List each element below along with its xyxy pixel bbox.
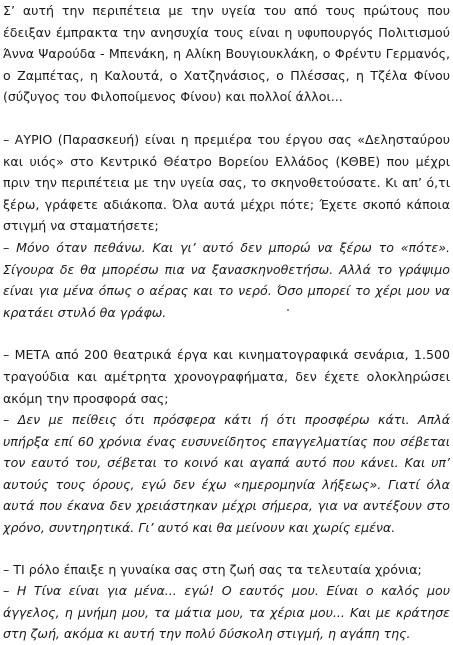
qa-block-3 xyxy=(3,559,450,645)
article-page xyxy=(3,0,450,645)
answer-2: – Δεν με πείθεις ότι πρόσφερα κάτι ή ότι προσφέρω κάτι. Απλά υπήρξα επί 60 χρόνια ένας ευσυνείδητος επαγγελματίας που σέβεται τον εαυτό του, σέβεται το κοινό και αγαπά αυτό που κάνει. Και υπ’ αυτούς τους όρους, εγώ δεν έχω «ημερομηνία λήξεως». Γιατί όλα αυτά που έκανα δεν χρειάστηκαν μέχρι σήμερα, για να αντέξουν στο χρόνο, συντηρητικά. Γι’ αυτό και θα μείνουν και χωρίς εμένα. xyxy=(3,412,450,536)
question-1: – ΑΥΡΙΟ (Παρασκευή) είναι η πρεμιέρα του έργου σας «Δελησταύρου και υιός» στο Κεντρικό Θέατρο Βορείου Ελλάδος (ΚΘΒΕ) που μέχρι πριν την περιπέτεια με την υγεία σας, το σκηνοθετούσατε. Κι απ’ ό,τι ξέρω, γράφετε αδιάκοπα. Όλα αυτά μέχρι πότε; Έχετε σκοπό κάποια στιγμή να σταματήσετε; xyxy=(3,131,450,234)
question-3: – ΤΙ ρόλο έπαιξε η γυναίκα σας στη ζωή σας τα τελευταία χρόνια; xyxy=(3,561,422,577)
qa-block-1 xyxy=(3,129,450,323)
answer-3: – Η Τίνα είναι για μένα... εγώ! Ο εαυτός μου. Είναι ο καλός μου άγγελος, η μνήμη μου, τα μάτια μου, τα χέρια μου... Και με κράτησε στη ζωή, ακόμα κι αυτή την πολύ δύσκολη στιγμή, η αγάπη της. xyxy=(3,583,450,642)
question-2: – ΜΕΤΑ από 200 θεατρικά έργα και κινηματογραφικά σενάρια, 1.500 τραγούδια και αμέτρητα χρονογραφήματα, δεν έχετε ολοκληρώσει ακόμη την προσφορά σας; xyxy=(3,347,450,406)
paragraph-spacer xyxy=(3,323,450,344)
answer-1: – Μόνο όταν πεθάνω. Και γι’ αυτό δεν μπορώ να ξέρω το «πότε». Σίγουρα δε θα μπορέσω πια να ξανασκηνοθετήσω. Αλλά το γράψιμο είναι για μένα όπως ο αέρας και το νερό. Όσο μπορεί το χέρι μου να κρατάει στυλό θα γράφω. xyxy=(3,239,450,320)
qa-block-2 xyxy=(3,344,450,538)
paragraph-spacer xyxy=(3,539,450,559)
print-speck xyxy=(287,309,289,311)
paragraph-spacer xyxy=(3,108,450,129)
intro-paragraph: Σ’ αυτή την περιπέτεια με την υγεία του από τους πρώτους που έδειξαν έμπρακτα την ανησυχία τους είναι η υφυπουργός Πολιτισμού Άννα Ψαρούδα - Μπενάκη, η Αλίκη Βουγιουκλάκη, ο Φρέντυ Γερμανός, ο Ζαμπέτας, η Καλουτά, ο Χατζηνάσιος, ο Πλέσσας, η Τζέλα Φίνου (σύζυγος του Φιλοποίμενος Φίνου) και πολλοί άλλοι... xyxy=(3,3,450,105)
